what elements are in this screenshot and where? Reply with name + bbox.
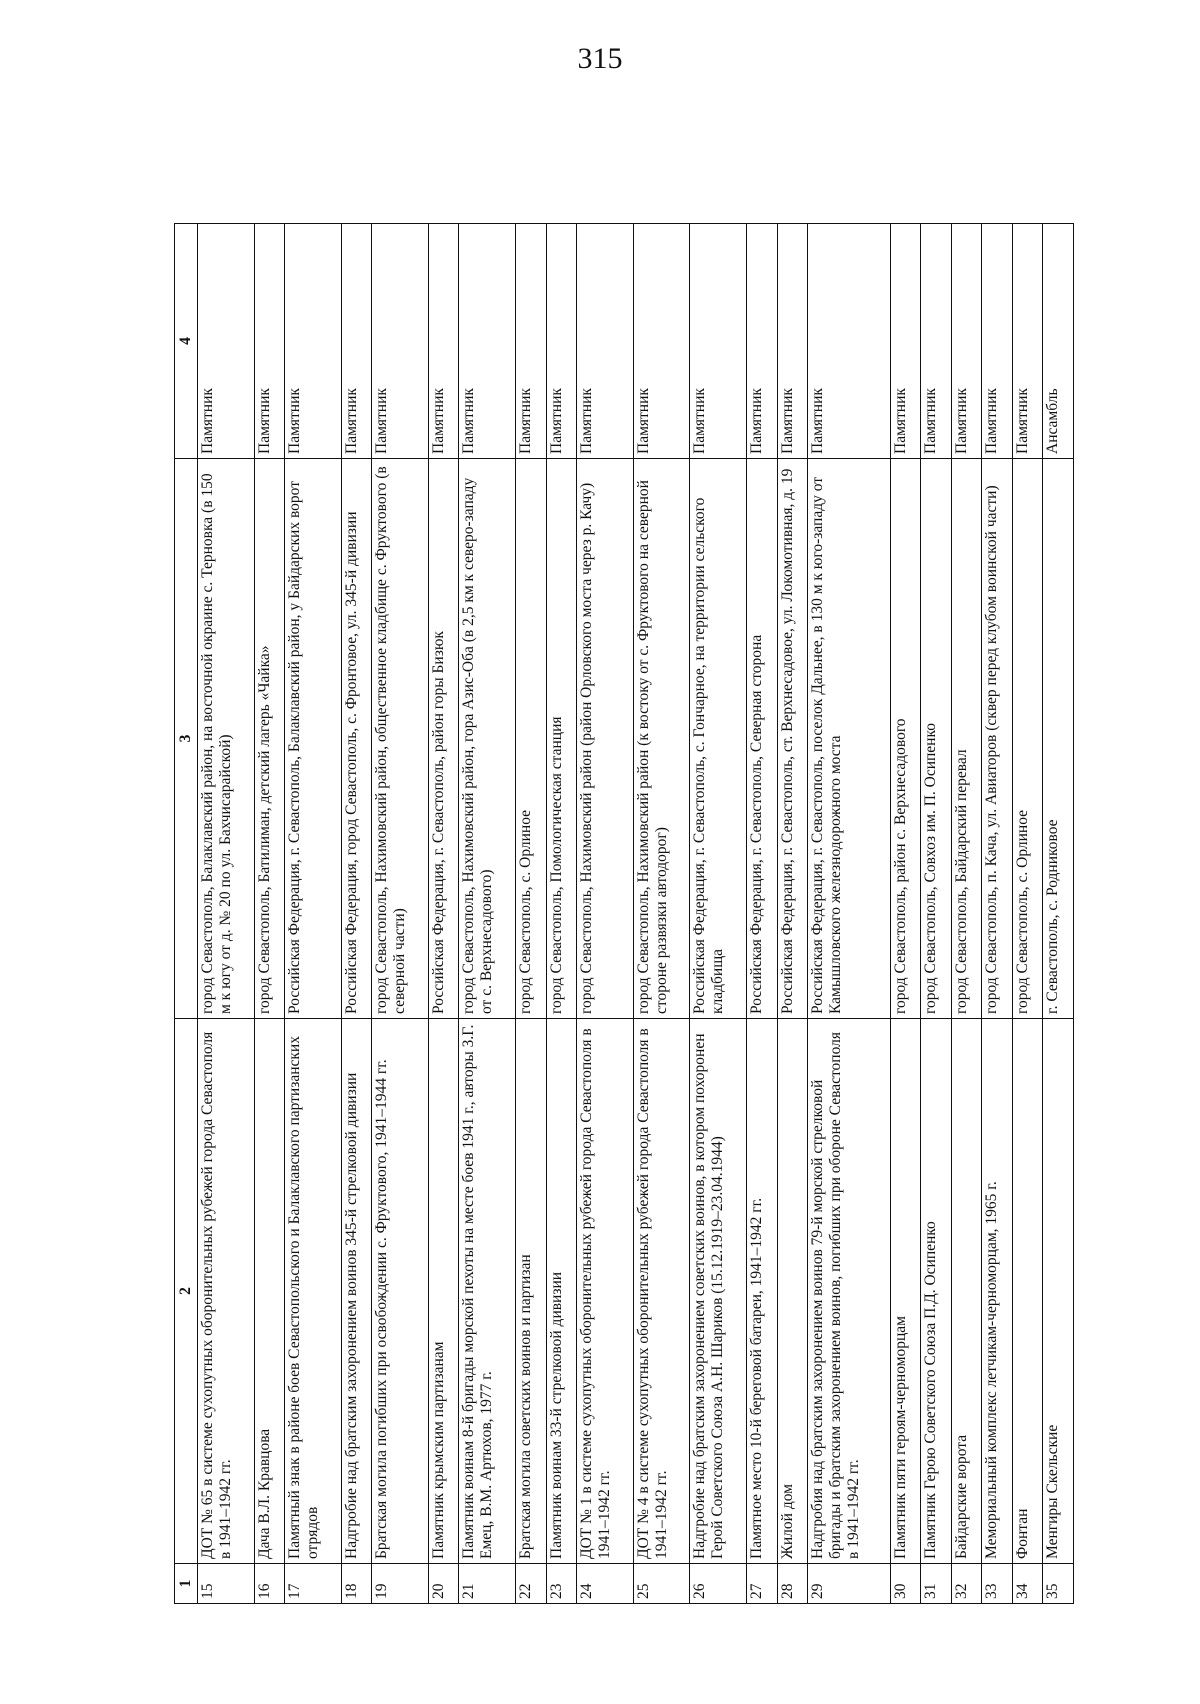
object-type: Памятник (982, 224, 1013, 459)
object-location: город Севастополь, с. Орлиное (516, 459, 547, 1019)
table-row (198, 224, 255, 1604)
row-number: 17 (285, 1564, 342, 1604)
object-type: Памятник (546, 224, 577, 459)
table-body (198, 224, 1074, 1604)
object-type: Памятник (1012, 224, 1043, 459)
registry-table-rotated (174, 224, 1074, 1604)
object-name: Памятное место 10-й береговой батареи, 1941–1942 гг. (747, 1019, 778, 1564)
object-name: Памятный знак в районе боев Севастопольского и Балаклавского партизанских отрядов (285, 1019, 342, 1564)
table-row (777, 224, 808, 1604)
object-name: Байдарские ворота (951, 1019, 982, 1564)
object-name: Надгробия над братским захоронением воинов 79-й морской стрелковой бригады и братским захоронением воинов, погибших при обороне Севастополя в 1941–1942 гг. (808, 1019, 891, 1564)
table-row (747, 224, 778, 1604)
object-name: Фонтан (1012, 1019, 1043, 1564)
object-type: Памятник (285, 224, 342, 459)
object-type: Памятник (341, 224, 372, 459)
object-type: Ансамбль (1043, 224, 1074, 459)
object-type: Памятник (372, 224, 429, 459)
row-number: 30 (890, 1564, 921, 1604)
object-name: Памятник воинам 8-й бригады морской пехоты на месте боев 1941 г., авторы З.Г. Емец, В.М. Артюхов, 1977 г. (459, 1019, 516, 1564)
header-col-4: 4 (175, 224, 198, 459)
table-row (428, 224, 459, 1604)
object-type: Памятник (428, 224, 459, 459)
object-location: Российская Федерация, г. Севастополь, Балаклавский район, у Байдарских ворот (285, 459, 342, 1019)
object-name: Надгробие над братским захоронением воинов 345-й стрелковой дивизии (341, 1019, 372, 1564)
object-name: Надгробие над братским захоронением советских воинов, в котором похоронен Герой Советского Союза А.Н. Шариков (15.12.1919–23.04.1944) (690, 1019, 747, 1564)
table-row (921, 224, 952, 1604)
object-name: Памятник Герою Советского Союза П.Д. Осипенко (921, 1019, 952, 1564)
table-row (633, 224, 690, 1604)
object-name: Дача В.Л. Кравцова (254, 1019, 285, 1564)
row-number: 25 (633, 1564, 690, 1604)
object-name: Памятник крымским партизанам (428, 1019, 459, 1564)
object-name: ДОТ № 1 в системе сухопутных оборонительных рубежей города Севастополя в 1941–1942 гг. (577, 1019, 634, 1564)
object-location: город Севастополь, Батилиман, детский лагерь «Чайка» (254, 459, 285, 1019)
object-location: город Севастополь, п. Кача, ул. Авиаторов (сквер перед клубом воинской части) (982, 459, 1013, 1019)
row-number: 29 (808, 1564, 891, 1604)
object-name: Жилой дом (777, 1019, 808, 1564)
row-number: 32 (951, 1564, 982, 1604)
object-name: Братская могила советских воинов и партизан (516, 1019, 547, 1564)
row-number: 19 (372, 1564, 429, 1604)
row-number: 22 (516, 1564, 547, 1604)
object-location: Российская Федерация, г. Севастополь, с. Гончарное, на территории сельского кладбища (690, 459, 747, 1019)
object-location: город Севастополь, Нахимовский район (район Орловского моста через р. Качу) (577, 459, 634, 1019)
header-col-3: 3 (175, 459, 198, 1019)
row-number: 31 (921, 1564, 952, 1604)
row-number: 28 (777, 1564, 808, 1604)
object-name: Памятник пяти героям-черноморцам (890, 1019, 921, 1564)
object-location: город Севастополь, Нахимовский район, общественное кладбище с. Фруктового (в северной части) (372, 459, 429, 1019)
object-location: город Севастополь, Нахимовский район, гора Азис-Оба (в 2,5 км к северо-западу от с. Верхнесадового) (459, 459, 516, 1019)
object-type: Памятник (459, 224, 516, 459)
object-type: Памятник (747, 224, 778, 459)
table-row (1043, 224, 1074, 1604)
object-location: Российская Федерация, г. Севастополь, Северная сторона (747, 459, 778, 1019)
object-location: город Севастополь, Нахимовский район (к востоку от с. Фруктового на северной стороне развязки автодорог) (633, 459, 690, 1019)
object-location: город Севастополь, Балаклавский район, на восточной окраине с. Терновка (в 150 м к югу от д. № 20 по ул. Бахчисарайской) (198, 459, 255, 1019)
object-type: Памятник (516, 224, 547, 459)
table-row (546, 224, 577, 1604)
object-type: Памятник (951, 224, 982, 459)
row-number: 21 (459, 1564, 516, 1604)
row-number: 15 (198, 1564, 255, 1604)
table-row (690, 224, 747, 1604)
object-location: г. Севастополь, с. Родниковое (1043, 459, 1074, 1019)
row-number: 33 (982, 1564, 1013, 1604)
table-row (1012, 224, 1043, 1604)
row-number: 35 (1043, 1564, 1074, 1604)
table-row (285, 224, 342, 1604)
table-row (808, 224, 891, 1604)
table-row (372, 224, 429, 1604)
object-type: Памятник (890, 224, 921, 459)
object-name: ДОТ № 4 в системе сухопутных оборонительных рубежей города Севастополя в 1941–1942 гг. (633, 1019, 690, 1564)
object-location: город Севастополь, район с. Верхнесадового (890, 459, 921, 1019)
table-row (516, 224, 547, 1604)
object-type: Памятник (921, 224, 952, 459)
table-header-row (175, 224, 198, 1604)
table-row (982, 224, 1013, 1604)
table-row (459, 224, 516, 1604)
row-number: 23 (546, 1564, 577, 1604)
table-row (341, 224, 372, 1604)
object-location: город Севастополь, Совхоз им. П. Осипенко (921, 459, 952, 1019)
row-number: 18 (341, 1564, 372, 1604)
object-type: Памятник (254, 224, 285, 459)
table-row (890, 224, 921, 1604)
object-location: город Севастополь, Помологическая станция (546, 459, 577, 1019)
header-col-1: 1 (175, 1564, 198, 1604)
object-location: Российская Федерация, г. Севастополь, район горы Бизюк (428, 459, 459, 1019)
object-type: Памятник (777, 224, 808, 459)
object-name: Братская могила погибших при освобождении с. Фруктового, 1941–1944 гг. (372, 1019, 429, 1564)
header-col-2: 2 (175, 1019, 198, 1564)
row-number: 16 (254, 1564, 285, 1604)
page-number: 315 (577, 42, 623, 75)
object-name: ДОТ № 65 в системе сухопутных оборонительных рубежей города Севастополя в 1941–1942 гг. (198, 1019, 255, 1564)
object-type: Памятник (690, 224, 747, 459)
row-number: 26 (690, 1564, 747, 1604)
object-name: Памятник воинам 33-й стрелковой дивизии (546, 1019, 577, 1564)
object-location: Российская Федерация, г. Севастополь, ст. Верхнесадовое, ул. Локомотивная, д. 19 (777, 459, 808, 1019)
row-number: 27 (747, 1564, 778, 1604)
object-type: Памятник (198, 224, 255, 459)
monuments-table (174, 223, 1074, 1604)
object-type: Памятник (633, 224, 690, 459)
table-row (951, 224, 982, 1604)
object-type: Памятник (808, 224, 891, 459)
object-name: Менгиры Скельские (1043, 1019, 1074, 1564)
row-number: 34 (1012, 1564, 1043, 1604)
object-location: город Севастополь, с. Орлиное (1012, 459, 1043, 1019)
object-location: Российская Федерация, город Севастополь, с. Фронтовое, ул. 345-й дивизии (341, 459, 372, 1019)
table-row (577, 224, 634, 1604)
row-number: 24 (577, 1564, 634, 1604)
object-name: Мемориальный комплекс летчикам-черноморцам, 1965 г. (982, 1019, 1013, 1564)
object-location: Российская Федерация, г. Севастополь, поселок Дальнее, в 130 м к юго-западу от Камышловского железнодорожного моста (808, 459, 891, 1019)
table-row (254, 224, 285, 1604)
object-type: Памятник (577, 224, 634, 459)
row-number: 20 (428, 1564, 459, 1604)
object-location: город Севастополь, Байдарский перевал (951, 459, 982, 1019)
